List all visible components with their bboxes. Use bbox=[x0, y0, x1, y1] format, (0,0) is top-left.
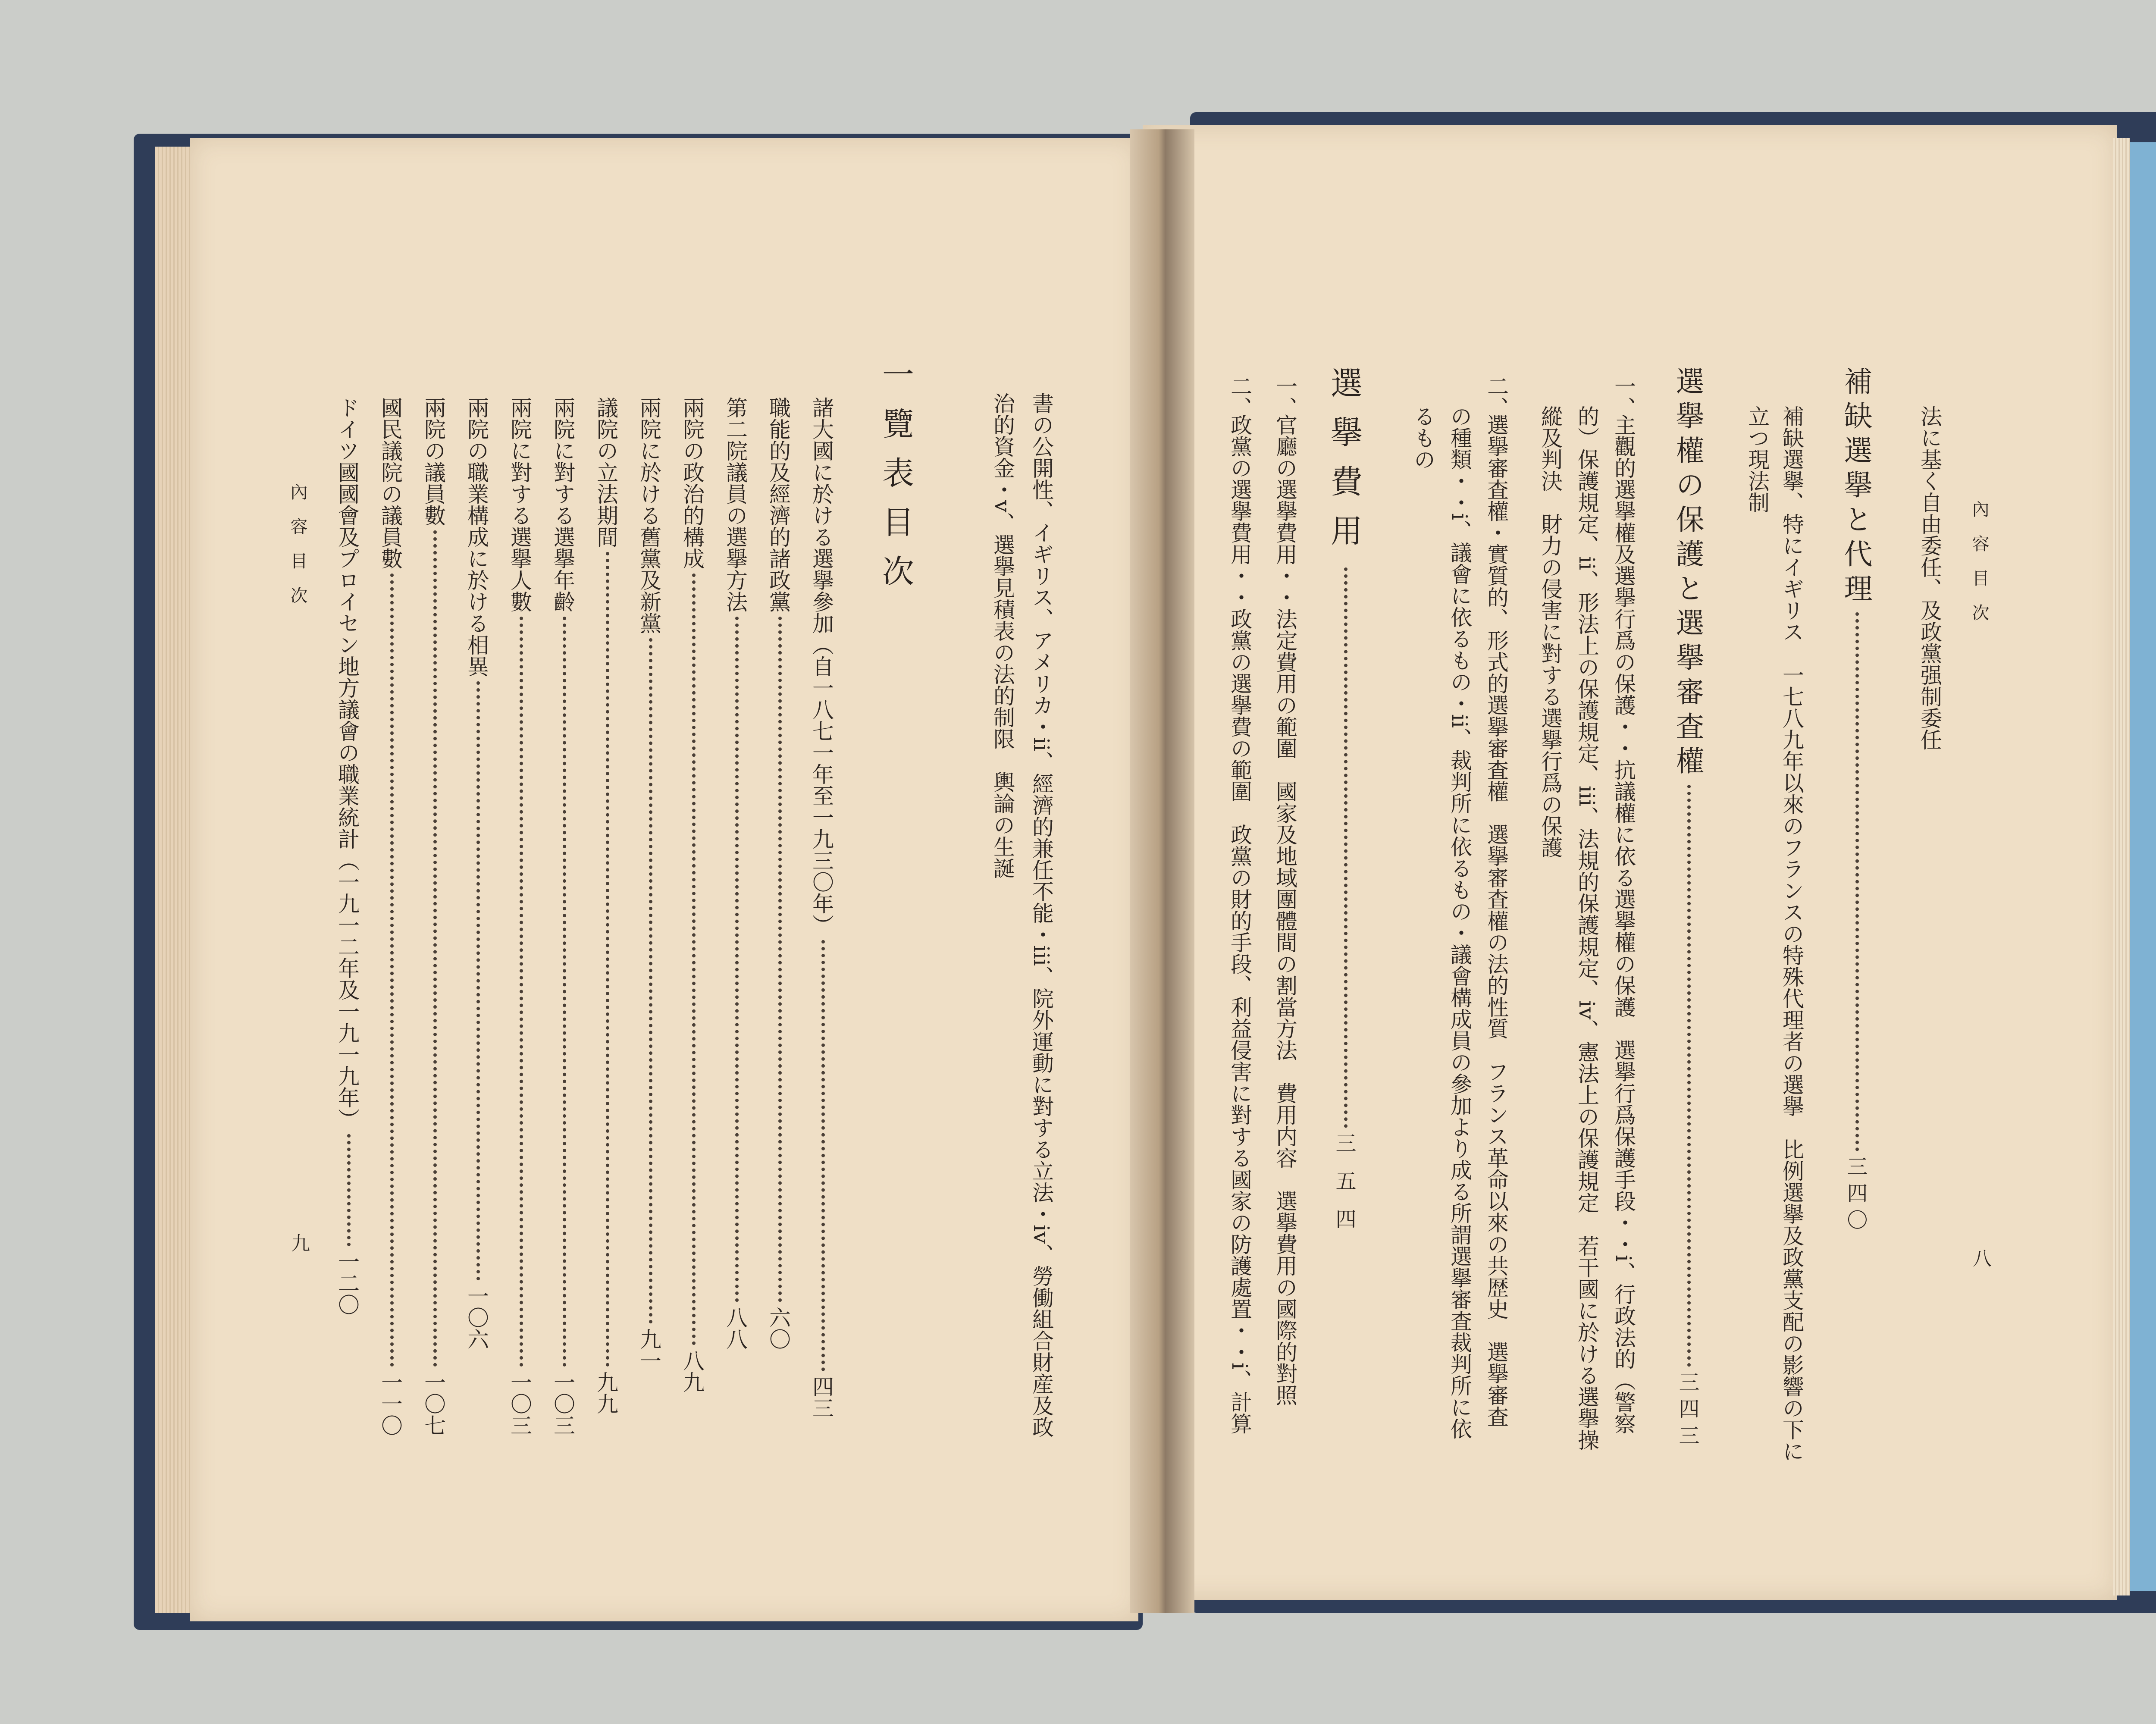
item-label: 二、 bbox=[1227, 375, 1252, 418]
list-section-title: 一覽表目次 bbox=[877, 358, 914, 604]
item-label: 一、 bbox=[1611, 375, 1636, 418]
page-stack-right bbox=[2113, 138, 2130, 1595]
leader-dots bbox=[387, 574, 394, 1367]
list-item-page: 九九 bbox=[593, 1371, 618, 1414]
section-page-ref: 三四三 bbox=[1675, 1371, 1699, 1451]
item-text: 選擧審査權・實質的、形式的選擧審査權 選擧審査權の法的性質 フランス革命以來の共歴史 選擧審査 bbox=[1484, 414, 1509, 1427]
list-item-title: 職能的及經濟的諸政黨 bbox=[766, 397, 791, 612]
list-item bbox=[768, 397, 789, 1350]
list-item-page: 一〇六 bbox=[464, 1285, 489, 1350]
leader-dots bbox=[689, 574, 696, 1345]
list-item-page: 八八 bbox=[723, 1307, 748, 1350]
leader-dots bbox=[1684, 785, 1691, 1367]
list-item-title: 第二院議員の選擧方法 bbox=[723, 397, 748, 612]
list-item-title: 議院の立法期間 bbox=[593, 397, 618, 548]
item-text: の種類・・i、議會に依るもの・ii、裁判所に依るもの・議會構成員の參加より成る所謂選擧審査裁判所に依 bbox=[1447, 405, 1472, 1439]
section-page-ref: 三五四 bbox=[1332, 1132, 1356, 1246]
section-title-hogo bbox=[1673, 367, 1702, 1451]
list-item bbox=[681, 397, 703, 1393]
continued-line: 法に基く自由委任、及政黨强制委任 bbox=[1917, 405, 1942, 750]
leader-dots bbox=[1852, 612, 1859, 1151]
list-item-title: 兩院の議員數 bbox=[421, 397, 446, 526]
item-text: 官廳の選擧費用・・法定費用の範圍 國家及地域團體間の割當方法 費用内容 選擧費用の國際的對照 bbox=[1272, 414, 1297, 1406]
left-page-number: 九 bbox=[288, 1233, 310, 1252]
list-item-title: 諸大國に於ける選擧參加（自一八七一年至一九三〇年） bbox=[809, 397, 834, 936]
list-item-title: 兩院に對する選擧人數 bbox=[507, 397, 532, 612]
leader-dots bbox=[1341, 567, 1348, 1128]
list-item-page: 一二〇 bbox=[335, 1251, 360, 1315]
list-item-title: 兩院に對する選擧年齡 bbox=[550, 397, 575, 612]
leader-dots bbox=[344, 1134, 351, 1246]
section-title-hoketsu bbox=[1841, 367, 1870, 1236]
continued-line: 書の公開性、イギリス、アメリカ・ii、經濟的兼任不能・iii、院外運動に對する立法・iv、勞働組合財産及政 bbox=[1029, 392, 1054, 1438]
list-item bbox=[724, 397, 746, 1350]
list-item-page: 八九 bbox=[680, 1350, 705, 1393]
list-item bbox=[638, 397, 660, 1371]
leader-dots bbox=[818, 940, 825, 1371]
section-title-text: 選擧費用 bbox=[1326, 367, 1363, 563]
list-item-title: 兩院の職業構成に於ける相異 bbox=[464, 397, 489, 677]
item-label: 二、 bbox=[1484, 375, 1509, 418]
leader-dots bbox=[646, 638, 652, 1324]
list-item bbox=[379, 397, 401, 1436]
list-item bbox=[595, 397, 617, 1414]
list-item-page: 一〇三 bbox=[507, 1371, 532, 1436]
list-item bbox=[811, 397, 832, 1419]
list-item bbox=[423, 397, 444, 1436]
section-title-text: 補缺選擧と代理 bbox=[1839, 367, 1872, 608]
list-item-page: 四三 bbox=[809, 1376, 834, 1419]
leader-dots bbox=[516, 617, 523, 1367]
item-label: 一、 bbox=[1272, 375, 1297, 418]
list-item bbox=[336, 397, 358, 1315]
item-text: るもの bbox=[1410, 405, 1435, 470]
section-desc-line: 立つ現法制 bbox=[1745, 405, 1770, 513]
right-page-number: 八 bbox=[1969, 1248, 1991, 1267]
section-title-hiyou bbox=[1326, 367, 1363, 1246]
right-running-header: 內容目次 bbox=[1969, 500, 1989, 638]
leader-dots bbox=[559, 617, 566, 1367]
leader-dots bbox=[602, 552, 609, 1367]
leader-dots bbox=[430, 530, 437, 1367]
item-text: 主觀的選擧權及選擧行爲の保護・・抗議權に依る選擧權の保護 選擧行爲保護手段・・i、行政法的（警察 bbox=[1611, 414, 1636, 1434]
item-text: 縱及判決 財力の侵害に對する選擧行爲の保護 bbox=[1538, 405, 1563, 858]
leader-dots bbox=[732, 617, 739, 1302]
left-running-header: 內容目次 bbox=[288, 483, 307, 621]
list-item-page: 一〇七 bbox=[421, 1371, 446, 1436]
leader-dots bbox=[775, 617, 782, 1302]
list-item bbox=[552, 397, 573, 1436]
page-stack-left bbox=[155, 147, 194, 1613]
section-desc-line: 補缺選擧、特にイギリス 一七八九年以來のフランスの特殊代理者の選擧 比例選擧及政黨支配の影響の下に bbox=[1779, 405, 1804, 1462]
section-title-text: 選擧權の保護と選擧審査權 bbox=[1671, 367, 1704, 781]
list-item-page: 九一 bbox=[636, 1328, 661, 1371]
list-item bbox=[466, 397, 487, 1350]
list-item-title: ドイツ國國會及プロイセン地方議會の職業統計（一九一二年及一九一九年） bbox=[335, 397, 360, 1130]
list-item-title: 國民議院の議員數 bbox=[378, 397, 403, 569]
section-page-ref: 三四〇 bbox=[1843, 1156, 1868, 1236]
item-text: 的）保護規定、ii、形法上の保護規定、iii、法規的保護規定、iv、憲法上の保護規定 若干國に於ける選擧操 bbox=[1574, 405, 1599, 1451]
book-spine bbox=[1130, 129, 1194, 1613]
leader-dots bbox=[473, 681, 480, 1281]
list-item-page: 一〇三 bbox=[550, 1371, 575, 1436]
list-item-title: 兩院に於ける舊黨及新黨 bbox=[636, 397, 661, 634]
list-item-page: 六〇 bbox=[766, 1307, 791, 1350]
continued-line: 治的資金・v、選擧見積表の法的制限 輿論の生誕 bbox=[990, 392, 1015, 879]
list-item bbox=[509, 397, 530, 1436]
list-item-page: 一一〇 bbox=[378, 1371, 403, 1436]
list-item-title: 兩院の政治的構成 bbox=[680, 397, 705, 569]
item-text: 政黨の選擧費用・・政黨の選擧費の範圍 政黨の財的手段、利益侵害に對する國家の防護處置・・i、計算 bbox=[1227, 414, 1252, 1434]
left-page bbox=[190, 138, 1138, 1621]
